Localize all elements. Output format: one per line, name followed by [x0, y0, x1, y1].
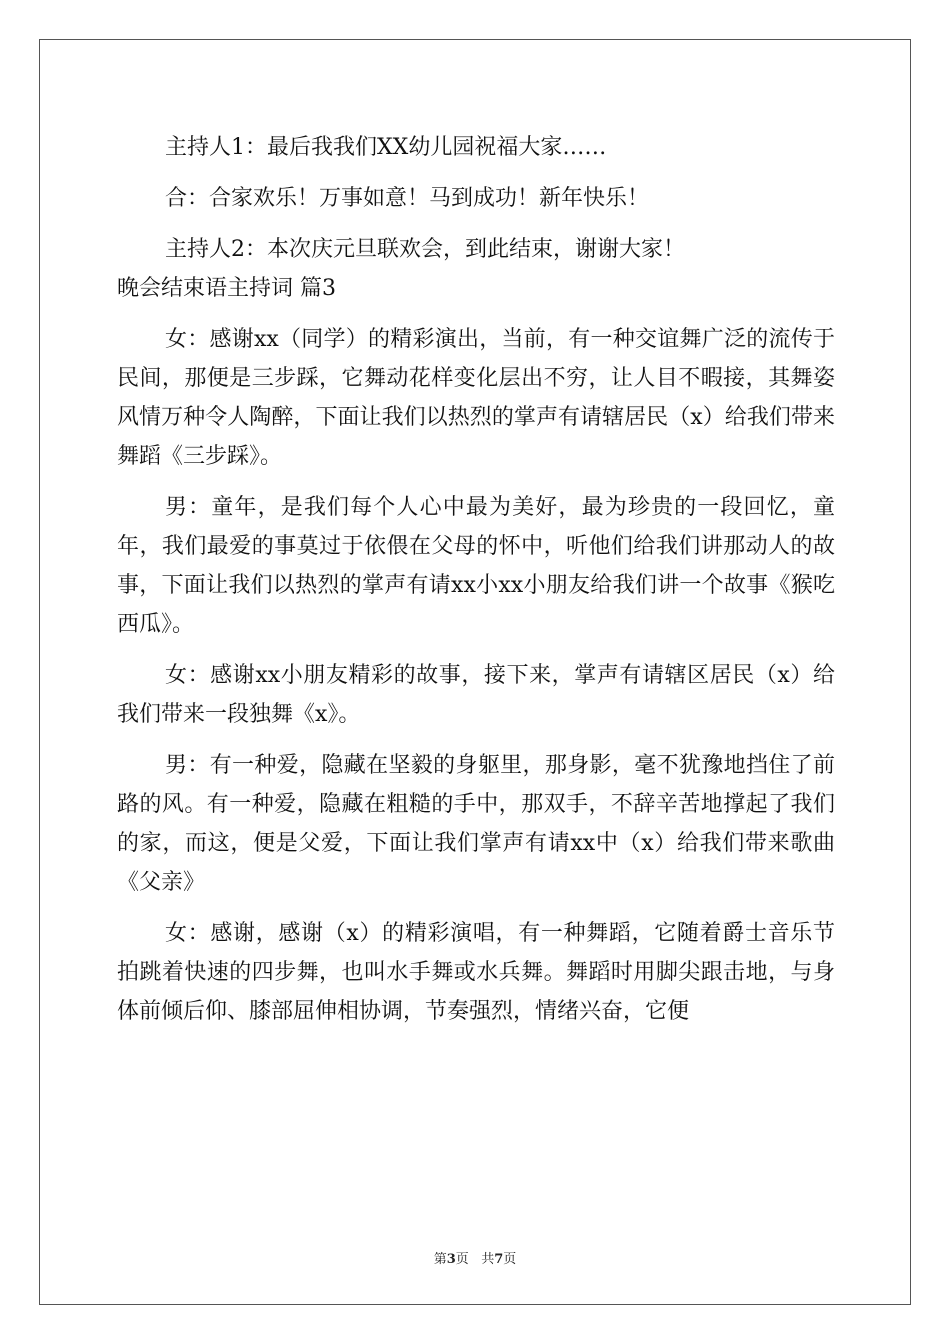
- paragraph-female-solo-intro: 女：感谢xx小朋友精彩的故事，接下来，掌声有请辖区居民（x）给我们带来一段独舞《x》。: [117, 663, 835, 727]
- footer-total-suffix: 页: [503, 1252, 517, 1267]
- paragraph-male-song-intro: 男：有一种爱，隐藏在坚毅的身躯里，那身影，毫不犹豫地挡住了前路的风。有一种爱，隐藏在粗糙的手中，那双手，不辞辛苦地撑起了我们的家，而这，便是父爱，下面让我们掌声有请xx中（x）给我们带来歌曲《父亲》: [117, 753, 835, 895]
- paragraph-host2-closing: 主持人2：本次庆元旦联欢会，到此结束，谢谢大家！: [165, 237, 685, 262]
- footer-total-pages: 7: [494, 1252, 504, 1267]
- footer-page-suffix: 页: [455, 1252, 469, 1267]
- paragraph-female-sailor-dance: 女：感谢，感谢（x）的精彩演唱，有一种舞蹈，它随着爵士音乐节拍跳着快速的四步舞，也叫水手舞或水兵舞。舞蹈时用脚尖跟击地，与身体前倾后仰、膝部屈伸相协调，节奏强烈，情绪兴奋，它便: [117, 921, 835, 1024]
- footer-page-prefix: 第: [433, 1252, 447, 1267]
- footer-total-prefix: 共: [481, 1252, 495, 1267]
- paragraph-female-dance-intro: 女：感谢xx（同学）的精彩演出，当前，有一种交谊舞广泛的流传于民间，那便是三步踩，它舞动花样变化层出不穷，让人目不暇接，其舞姿风情万种令人陶醉，下面让我们以热烈的掌声有请辖居民（x）给我们带来舞蹈《三步踩》。: [117, 327, 835, 469]
- paragraph-male-story-intro: 男：童年，是我们每个人心中最为美好，最为珍贵的一段回忆，童年，我们最爱的事莫过于依偎在父母的怀中，听他们给我们讲那动人的故事，下面让我们以热烈的掌声有请xx小xx小朋友给我们讲一个故事《猴吃西瓜》。: [117, 495, 835, 637]
- document-body: [117, 128, 835, 1031]
- page-footer: [0, 1248, 950, 1267]
- footer-page-number: 3: [446, 1252, 456, 1267]
- paragraph-host1-closing: 主持人1：最后我我们XX幼儿园祝福大家……: [165, 135, 607, 160]
- paragraph-chorus-greeting: 合：合家欢乐！万事如意！马到成功！新年快乐！: [165, 186, 650, 211]
- section-heading: 晚会结束语主持词 篇3: [117, 276, 336, 301]
